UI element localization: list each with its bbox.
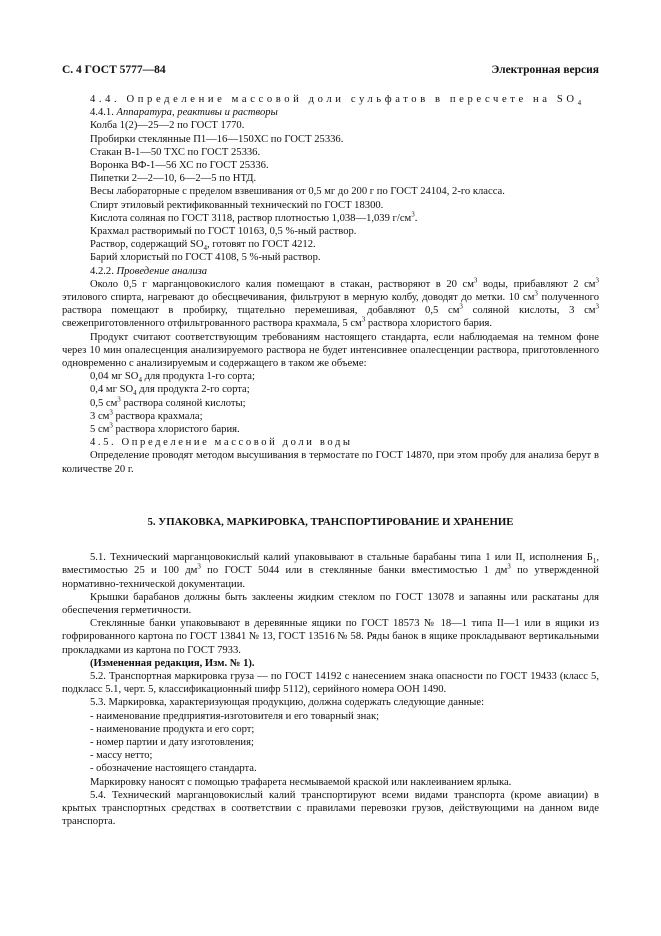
marking-item: - наименование предприятия-изготовителя и его товарный знак; [90, 710, 380, 722]
reference-item: 3 $см^3$ раствора крахмала; [90, 408, 203, 422]
reagent-barium: Барий хлористый по ГОСТ 4108, 5 %-ный раствор. [90, 252, 321, 264]
reference-item: 0,04 мг $SO_4$ для продукта 1-го сорта; [90, 371, 255, 385]
reagent-starch: Крахмал растворимый по ГОСТ 10163, 0,5 %-ный раствор. [90, 226, 357, 238]
drum-lids-paragraph: Крышки барабанов должны быть заклеены жидким стеклом по ГОСТ 13078 и запаяны или раскатаны для обеспечения герметичности. [62, 591, 599, 616]
acceptance-criteria-paragraph: Продукт считают соответствующим требованиям настоящего стандарта, если наблюдаемая на темном фоне через 10 мин опалесценция анализируемого раствора не будет интенсивнее опалесценции раствора, приготовленного одновременно с анализируемым и содержащего в таком же объеме: [62, 331, 599, 370]
equipment-item: Колба 1(2)—25—2 по ГОСТ 1770. [90, 120, 245, 132]
equipment-item: Воронка ВФ-1—56 ХС по ГОСТ 25336. [90, 160, 269, 172]
document-body [62, 93, 599, 828]
section-5-1-paragraph: 5.1. Технический марганцовокислый калий упаковывают в стальные барабаны типа 1 или II, исполнения $Б_1$, вместимостью 25 и 100 $дм^3$ по ГОСТ 5044 или в стеклянные банки вместимостью 1 $дм^3$ по утвержденной нормативно-технической документации. [62, 552, 599, 590]
marking-method-paragraph: Маркировку наносят с помощью трафарета несмываемой краской или наклеиванием ярлыка. [90, 776, 512, 788]
marking-item: - обозначение настоящего стандарта. [90, 763, 257, 775]
equipment-item: Пипетки 2—2—10, 6—2—5 по НТД. [90, 173, 257, 185]
reagent-acid: Кислота соляная по ГОСТ 3118, раствор плотностью 1,038—1,039 $г/см^3$. [90, 210, 418, 224]
equipment-item: Стакан В-1—50 ТХС по ГОСТ 25336. [90, 146, 261, 158]
section-4-4-1-heading: 4.4.1. Аппаратура, реактивы и растворы [90, 107, 278, 119]
header-edition-label: Электронная версия [491, 64, 599, 76]
section-4-2-2-heading: 4.2.2. Проведение анализа [90, 265, 208, 277]
section-5-title: 5. УПАКОВКА, МАРКИРОВКА, ТРАНСПОРТИРОВАНИЕ И ХРАНЕНИЕ [147, 515, 514, 528]
reference-item: 5 $см^3$ раствора хлористого бария. [90, 421, 240, 436]
page-header [62, 64, 599, 80]
equipment-item: Спирт этиловый ректификованный технический по ГОСТ 18300. [90, 199, 384, 211]
marking-item: - массу нетто; [90, 750, 153, 762]
glass-jars-paragraph: Стеклянные банки упаковывают в деревянные ящики по ГОСТ 18573 № 18—1 типа II—1 или в ящики из гофрированного картона по ГОСТ 13841 № 13, ГОСТ 13516 № 58. Ряды банок в ящике прокладывают вертикальными прокладками из картона по ГОСТ 7933. [62, 618, 599, 656]
edition-note: (Измененная редакция, Изм. № 1). [90, 657, 255, 669]
reference-item: 0,5 $см^3$ раствора соляной кислоты; [90, 395, 246, 409]
section-4-4-heading: 4.4. Определение массовой доли сульфатов в пересчете на $SO_4$ [90, 94, 585, 108]
section-5-4-paragraph: 5.4. Технический марганцовокислый калий транспортируют всеми видами транспорта (кроме авиации) в крытых транспортных средствах в соответствии с правилами перевозки грузов, действующими на данном виде транспорта. [62, 789, 599, 828]
section-5-2-paragraph: 5.2. Транспортная маркировка груза — по ГОСТ 14192 с нанесением знака опасности по ГОСТ 19433 (класс 5, подкласс 5.1, черт. 5, классификационный шифр 5112), серийного номера ООН 1490. [62, 670, 599, 696]
section-4-5-heading: 4.5. Определение массовой доли воды [90, 437, 353, 449]
water-determination-paragraph: Определение проводят методом высушивания в термостате по ГОСТ 14870, при этом пробу для анализа берут в количестве 20 г. [62, 450, 599, 475]
section-5-3-paragraph: 5.3. Маркировка, характеризующая продукцию, должна содержать следующие данные: [90, 697, 485, 709]
header-standard-code: С. 4 ГОСТ 5777—84 [62, 64, 166, 76]
marking-item: - наименование продукта и его сорт; [90, 723, 255, 735]
reference-item: 0,4 мг $SO_4$ для продукта 2-го сорта; [90, 384, 250, 398]
marking-item: - номер партии и дату изготовления; [90, 736, 254, 748]
equipment-item: Весы лабораторные с пределом взвешивания от 0,5 мг до 200 г по ГОСТ 24104, 2-го класса. [90, 186, 505, 198]
analysis-procedure-paragraph: Около 0,5 г марганцовокислого калия помещают в стакан, растворяют в 20 $см^3$ воды, прибавляют 2 $см^3$ этилового спирта, нагревают до обесцвечивания, фильтруют в мерную колбу, доводят до метки. 10 $см^3$ полученного раствора помещают в пробирку, тщательно перемешивая, добавляют 0,5 $см^3$ соляной кислоты, 3 $см^3$ свежеприготовленного отфильтрованного раствора крахмала, 5 $см^3$ раствора хлористого бария. [62, 276, 599, 330]
equipment-item: Пробирки стеклянные П1—16—150ХС по ГОСТ 25336. [90, 133, 344, 145]
reagent-sulfate-solution: Раствор, содержащий $SO_4$, готовят по ГОСТ 4212. [90, 239, 316, 253]
